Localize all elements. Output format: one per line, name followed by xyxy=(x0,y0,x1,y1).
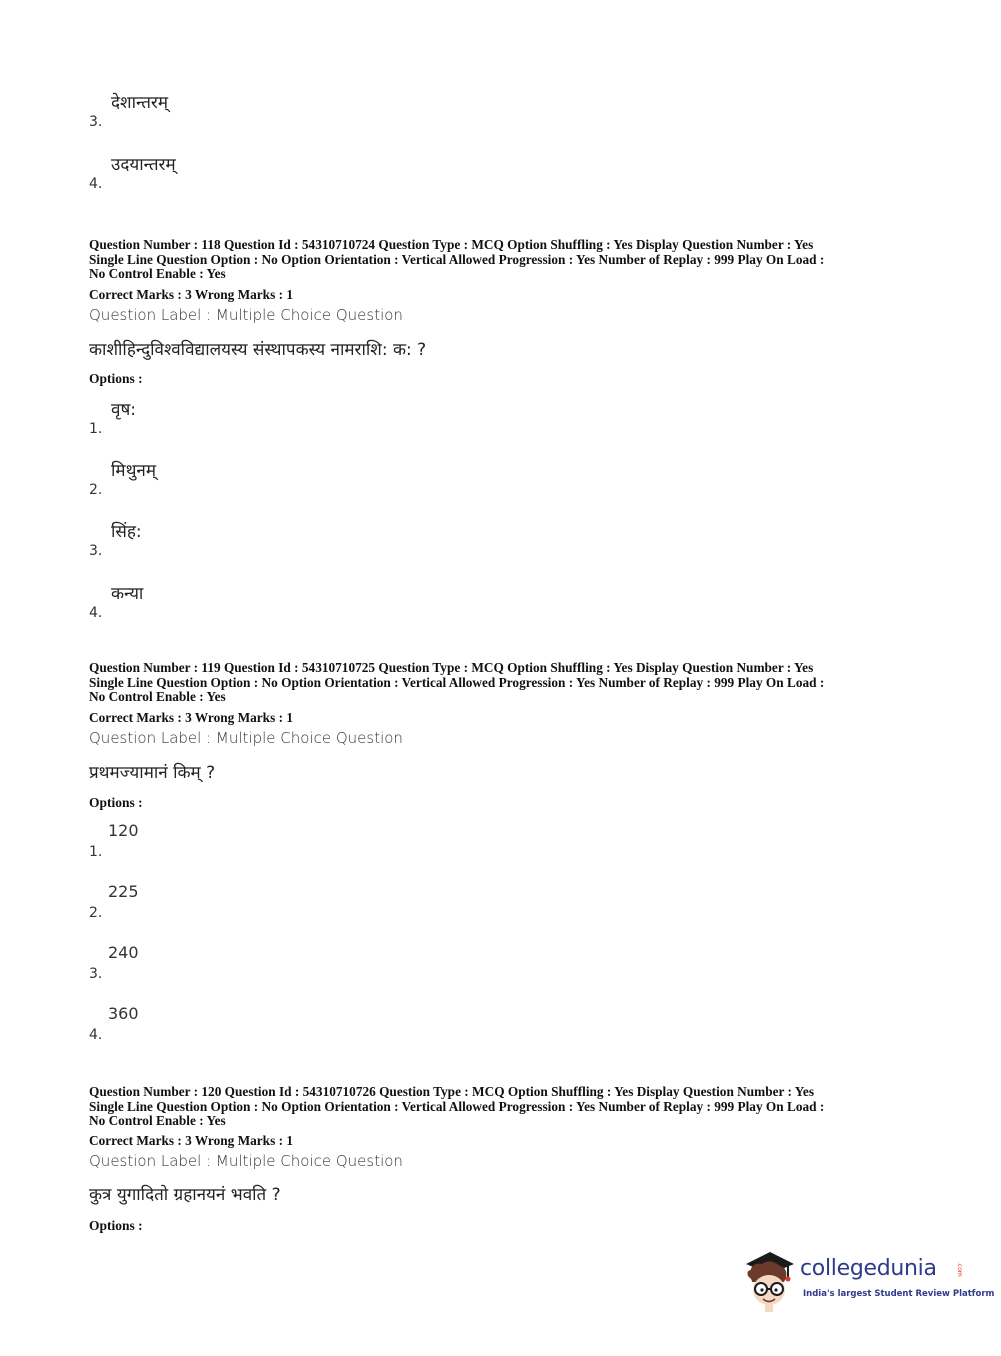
meta-line: Question Number : 118 Question Id : 54310710724 Question Type : MCQ Option Shuffling : Yes Display Question Number : Yes xyxy=(89,237,814,252)
meta-line: No Control Enable : Yes xyxy=(89,1113,226,1128)
option-number: 4. xyxy=(89,605,103,621)
logo-suffix: .com xyxy=(956,1262,963,1277)
meta-line: Single Line Question Option : No Option Orientation : Vertical Allowed Progression : Yes Number of Replay : 999 Play On Load : xyxy=(89,674,825,690)
option-text: 120 xyxy=(108,821,139,840)
option-text: सिंह: xyxy=(111,522,142,542)
meta-line: No Control Enable : Yes xyxy=(89,689,226,704)
option-number: 1. xyxy=(89,421,103,437)
collegedunia-logo xyxy=(740,1248,995,1314)
q118-option-1[interactable] xyxy=(89,397,389,437)
question-118-marks: Correct Marks : 3 Wrong Marks : 1 xyxy=(89,287,293,302)
question-120-text: कुत्र युगादितो ग्रहानयनं भवति ? xyxy=(89,1185,281,1205)
mascot-icon xyxy=(740,1248,798,1314)
option-number: 4. xyxy=(89,176,103,192)
option-number: 3. xyxy=(89,543,103,559)
prev-option-4 xyxy=(89,152,389,192)
question-120-label: Question Label : Multiple Choice Question xyxy=(89,1152,403,1170)
question-119-marks: Correct Marks : 3 Wrong Marks : 1 xyxy=(89,710,293,725)
q118-option-2[interactable] xyxy=(89,458,389,498)
question-118-text: काशीहिन्दुविश्वविद्यालयस्य संस्थापकस्य नामराशि: क: ? xyxy=(89,340,427,360)
meta-line: No Control Enable : Yes xyxy=(89,266,226,281)
option-text: उदयान्तरम् xyxy=(111,155,176,175)
meta-line: Question Number : 120 Question Id : 54310710726 Question Type : MCQ Option Shuffling : Yes Display Question Number : Yes xyxy=(89,1084,814,1099)
meta-line: Question Number : 119 Question Id : 54310710725 Question Type : MCQ Option Shuffling : Yes Display Question Number : Yes xyxy=(89,660,814,675)
question-120-options-heading: Options : xyxy=(89,1218,143,1233)
question-118-meta xyxy=(89,238,919,282)
option-number: 1. xyxy=(89,844,103,860)
option-text: 240 xyxy=(108,943,139,962)
option-number: 2. xyxy=(89,905,103,921)
option-text: 225 xyxy=(108,882,139,901)
q119-option-4[interactable] xyxy=(89,1003,389,1043)
question-119-label: Question Label : Multiple Choice Question xyxy=(89,729,403,747)
logo-wordmark: collegedunia xyxy=(800,1256,937,1281)
question-119-text: प्रथमज्यामानं किम् ? xyxy=(89,763,216,783)
option-text: वृष: xyxy=(111,400,137,420)
question-118-options-heading: Options : xyxy=(89,371,143,386)
option-text: देशान्तरम् xyxy=(111,93,169,113)
q118-option-4[interactable] xyxy=(89,581,389,621)
meta-line: Single Line Question Option : No Option Orientation : Vertical Allowed Progression : Yes Number of Replay : 999 Play On Load : xyxy=(89,251,825,267)
logo-tagline: India's largest Student Review Platform xyxy=(803,1289,995,1299)
question-119-options-heading: Options : xyxy=(89,795,143,810)
q119-option-3[interactable] xyxy=(89,942,389,982)
meta-line: Single Line Question Option : No Option Orientation : Vertical Allowed Progression : Yes Number of Replay : 999 Play On Load : xyxy=(89,1098,825,1114)
question-118-label: Question Label : Multiple Choice Question xyxy=(89,306,403,324)
q119-option-1[interactable] xyxy=(89,820,389,860)
question-119-meta xyxy=(89,661,919,705)
prev-option-3 xyxy=(89,90,389,130)
q118-option-3[interactable] xyxy=(89,519,389,559)
option-text: कन्या xyxy=(111,584,144,604)
question-120-meta xyxy=(89,1085,919,1129)
question-120-marks: Correct Marks : 3 Wrong Marks : 1 xyxy=(89,1133,293,1148)
option-number: 3. xyxy=(89,114,103,130)
option-number: 3. xyxy=(89,966,103,982)
option-number: 4. xyxy=(89,1027,103,1043)
option-text: 360 xyxy=(108,1004,139,1023)
option-number: 2. xyxy=(89,482,103,498)
option-text: मिथुनम् xyxy=(111,461,157,481)
q119-option-2[interactable] xyxy=(89,881,389,921)
